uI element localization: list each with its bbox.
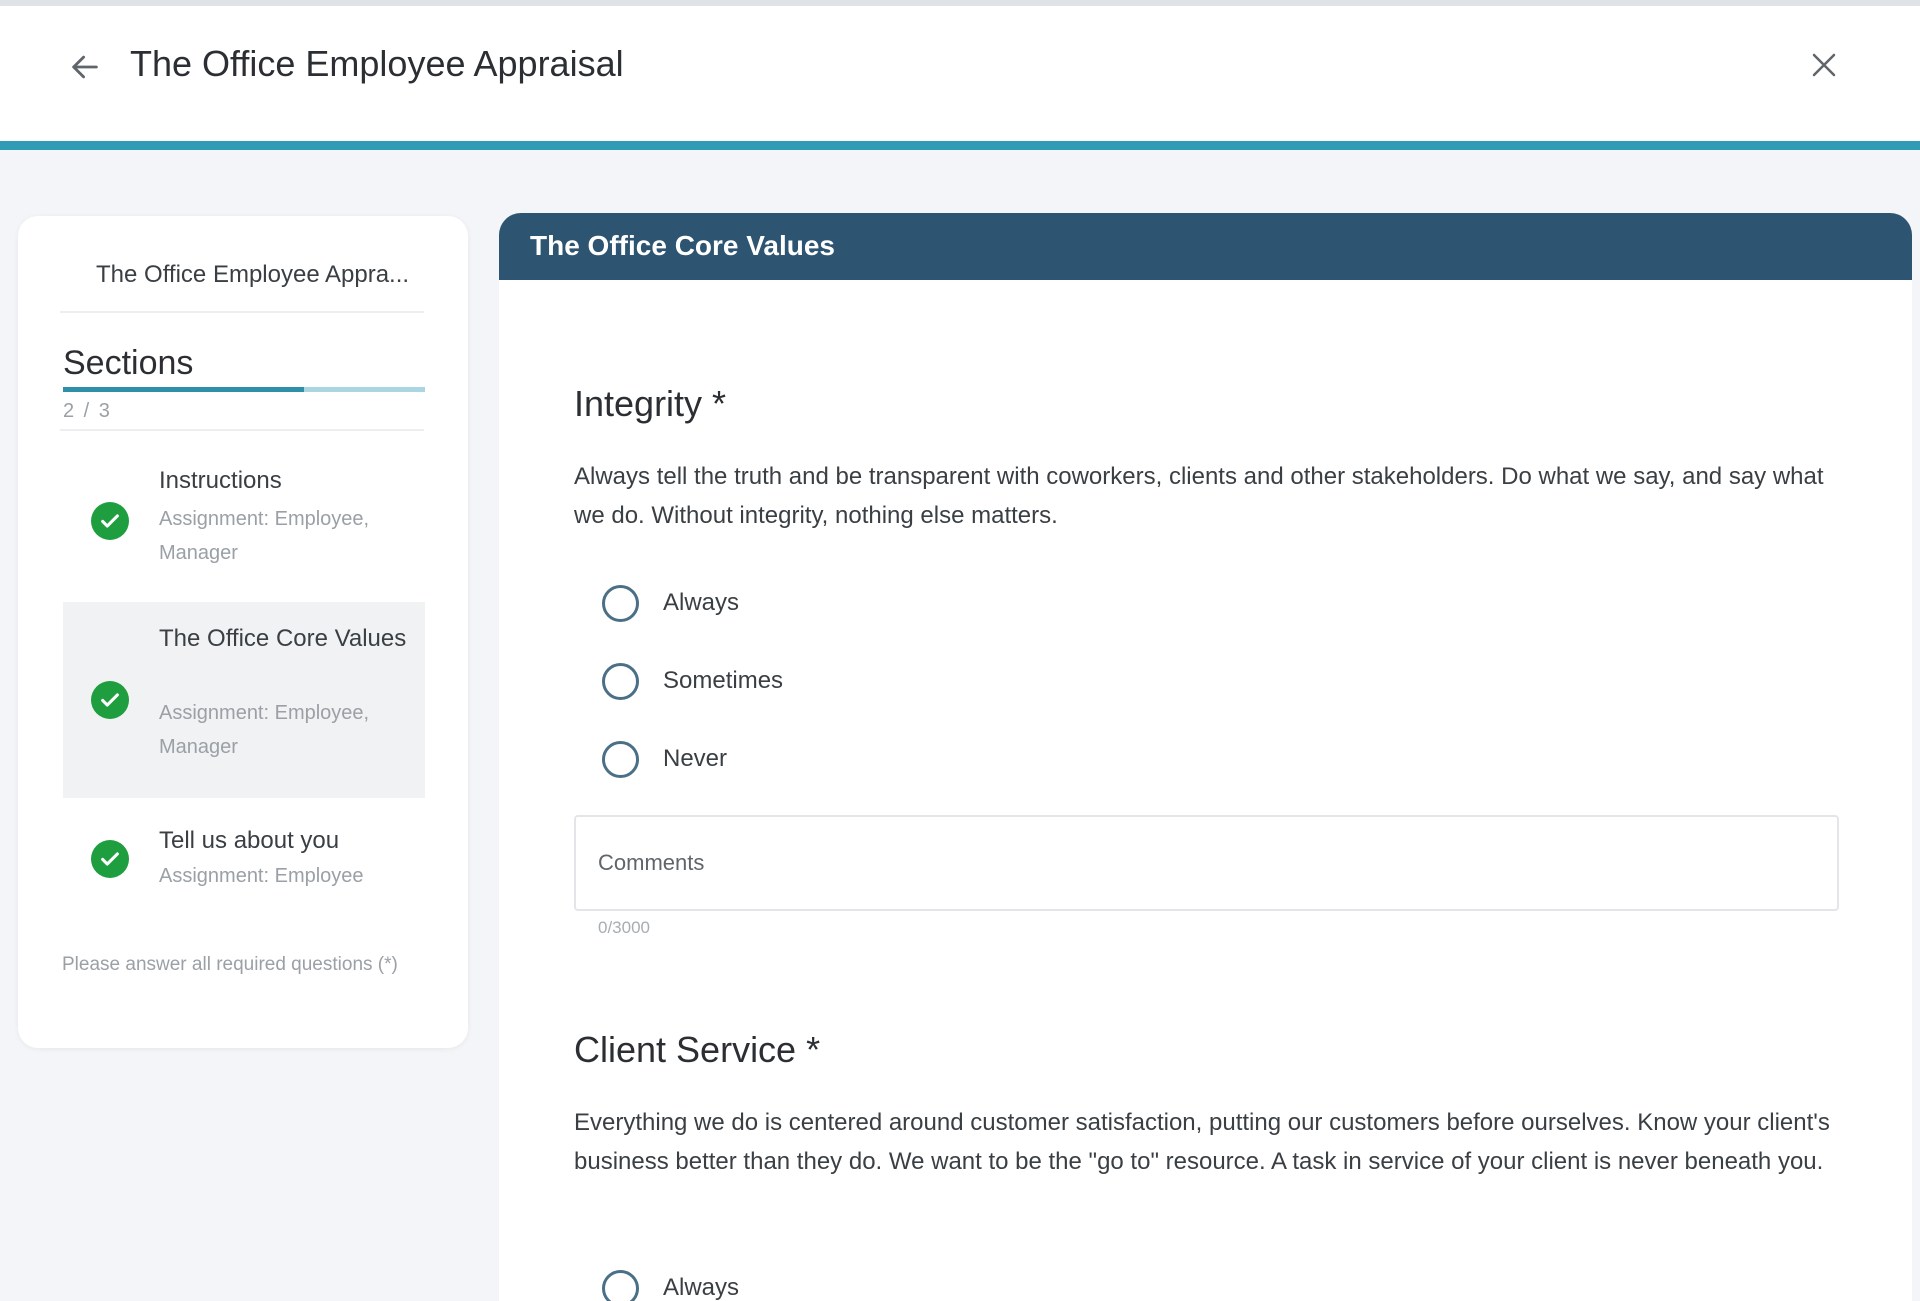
sidebar-item-title: Tell us about you xyxy=(159,827,340,854)
page-title: The Office Employee Appraisal xyxy=(130,43,624,84)
radio-option-label: Always xyxy=(663,1274,740,1301)
comments-input[interactable] xyxy=(574,815,1839,911)
sidebar-item-title: Instructions xyxy=(159,467,282,494)
radio-option-always[interactable] xyxy=(602,1268,739,1301)
sections-progress-fill xyxy=(63,387,304,392)
sidebar-item-subtitle: Assignment: Employee, Manager xyxy=(159,508,370,564)
sidebar-item-subtitle: Assignment: Employee xyxy=(159,865,364,887)
radio-option-never[interactable] xyxy=(602,739,727,779)
header-accent-line xyxy=(0,141,1920,150)
sections-sidebar xyxy=(18,216,468,1048)
check-circle-icon xyxy=(91,502,129,540)
sections-progress-count: 2 / 3 xyxy=(63,400,112,422)
back-button[interactable] xyxy=(62,44,108,90)
sidebar-item-instructions[interactable] xyxy=(63,462,425,580)
radio-circle-icon[interactable] xyxy=(602,663,639,700)
question-title-integrity: Integrity * xyxy=(574,383,727,424)
sidebar-item-subtitle: Assignment: Employee, Manager xyxy=(159,702,370,758)
close-icon xyxy=(1809,50,1839,80)
question-description-integrity: Always tell the truth and be transparent with coworkers, clients and other stakeholders. Do what we say, and say what we do. Without integrity, nothing else matters. xyxy=(574,463,1824,529)
sidebar-item-core-values[interactable] xyxy=(63,602,425,798)
form-name: The Office Employee Appra... xyxy=(96,261,410,288)
required-questions-note: Please answer all required questions (*) xyxy=(62,954,398,975)
question-description-client-service: Everything we do is centered around customer satisfaction, putting our customers before ourselves. Know your client's business better than they do. We want to be the "go to" resource. A task in service of your client is never beneath you. xyxy=(574,1109,1830,1175)
sidebar-item-title: The Office Core Values xyxy=(159,625,407,652)
section-title: The Office Core Values xyxy=(530,230,835,261)
radio-circle-icon[interactable] xyxy=(602,1270,639,1301)
check-circle-icon xyxy=(91,681,129,719)
radio-option-always[interactable] xyxy=(602,583,739,623)
radio-option-label: Never xyxy=(663,745,728,772)
section-card-header xyxy=(499,213,1912,280)
check-circle-icon xyxy=(91,840,129,878)
close-button[interactable] xyxy=(1801,42,1847,88)
radio-circle-icon[interactable] xyxy=(602,741,639,778)
sidebar-item-tell-us-about-you[interactable] xyxy=(63,816,425,926)
radio-option-sometimes[interactable] xyxy=(602,661,783,701)
radio-option-label: Sometimes xyxy=(663,667,784,694)
divider xyxy=(60,311,424,313)
app-header xyxy=(0,6,1920,141)
arrow-left-icon xyxy=(68,50,102,84)
radio-option-label: Always xyxy=(663,589,740,616)
comments-char-count: 0/3000 xyxy=(598,918,650,937)
radio-circle-icon[interactable] xyxy=(602,585,639,622)
sections-progress-bar xyxy=(63,387,425,392)
sections-title: Sections xyxy=(63,344,194,382)
question-title-client-service: Client Service * xyxy=(574,1029,821,1070)
divider xyxy=(60,429,424,431)
